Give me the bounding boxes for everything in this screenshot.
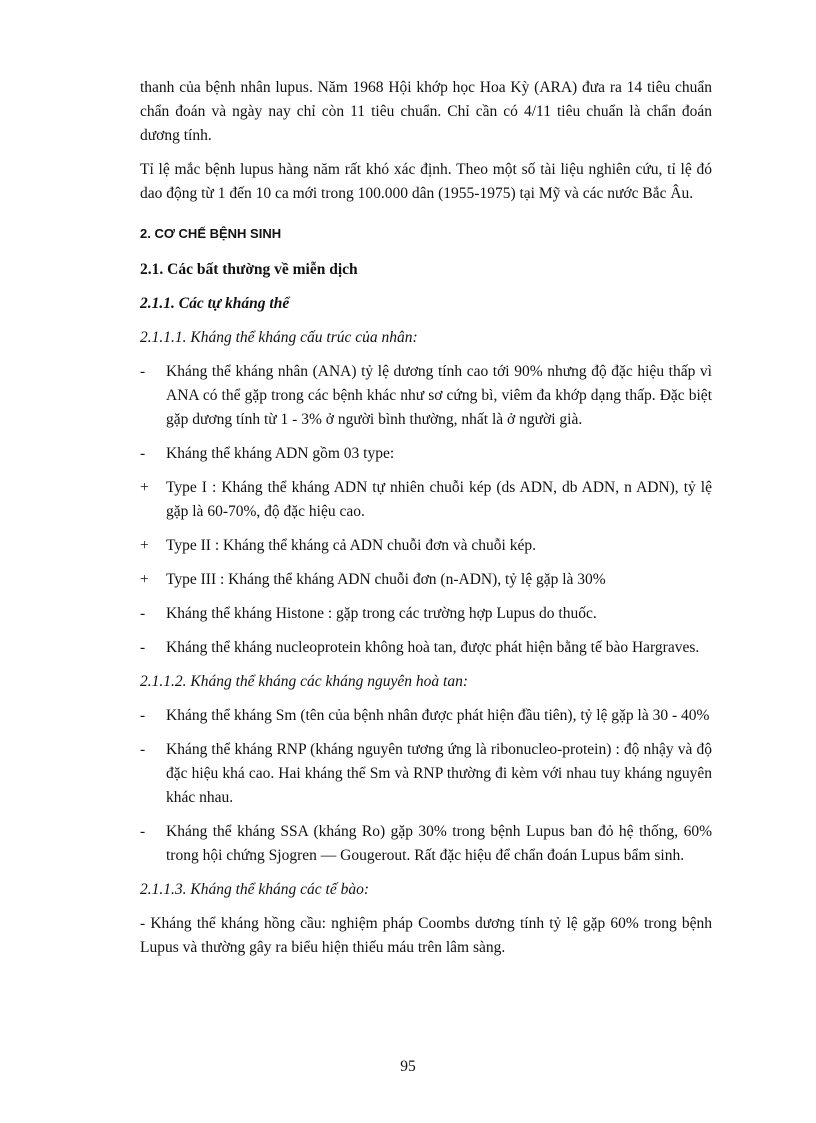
- paragraph-incidence: Tỉ lệ mắc bệnh lupus hàng năm rất khó xác định. Theo một số tài liệu nghiên cứu, tỉ lệ đó dao động từ 1 đến 10 ca mới trong 100.000 dân (1955-1975) tại Mỹ và các nước Bắc Âu.: [140, 161, 712, 202]
- list-soluble-antigens: [140, 704, 712, 868]
- section-heading-2: 2. CƠ CHẾ BỆNH SINH: [140, 226, 282, 241]
- list-item: - Kháng thể kháng nucleoprotein không hoà tan, được phát hiện bằng tế bào Hargraves.: [140, 639, 700, 656]
- list-item: + Type III : Kháng thể kháng ADN chuỗi đơn (n-ADN), tỷ lệ gặp là 30%: [140, 571, 606, 588]
- section-heading-2-1-1-3: 2.1.1.3. Kháng thể kháng các tế bào:: [140, 881, 370, 898]
- list-item: - Kháng thể kháng nhân (ANA) tỷ lệ dương tính cao tới 90% nhưng độ đặc hiệu thấp vì ANA có thể gặp trong các bệnh khác như sơ cứng bì, viêm đa khớp dạng thấp. Đặc biệt gặp dương tính từ 1 - 3% ở người bình thường, nhất là ở người già.: [140, 363, 712, 428]
- page-number: 95: [400, 1058, 416, 1075]
- list-nuclear-antibodies: [140, 360, 712, 660]
- list-item: - Kháng thể kháng RNP (kháng nguyên tương ứng là ribonucleo-protein) : độ nhậy và độ đặc hiệu khá cao. Hai kháng thể Sm và RNP thường đi kèm với nhau tuy kháng nguyên khác nhau.: [140, 741, 712, 806]
- paragraph-intro: thanh của bệnh nhân lupus. Năm 1968 Hội khớp học Hoa Kỳ (ARA) đưa ra 14 tiêu chuẩn chẩn đoán và ngày nay chỉ còn 11 tiêu chuẩn. Chỉ cần có 4/11 tiêu chuẩn là chẩn đoán dương tính.: [140, 79, 712, 144]
- section-heading-2-1-1: 2.1.1. Các tự kháng thể: [140, 295, 290, 312]
- list-item: + Type I : Kháng thể kháng ADN tự nhiên chuỗi kép (ds ADN, db ADN, n ADN), tỷ lệ gặp là 60-70%, độ đặc hiệu cao.: [140, 479, 712, 520]
- document-page: [140, 76, 712, 970]
- section-heading-2-1: 2.1. Các bất thường về miễn dịch: [140, 261, 358, 278]
- section-heading-2-1-1-2: 2.1.1.2. Kháng thể kháng các kháng nguyên hoà tan:: [140, 673, 469, 690]
- list-item: - Kháng thể kháng Histone : gặp trong các trường hợp Lupus do thuốc.: [140, 605, 597, 622]
- section-heading-2-1-1-1: 2.1.1.1. Kháng thể kháng cấu trúc của nhân:: [140, 329, 418, 346]
- list-item: + Type II : Kháng thể kháng cả ADN chuỗi đơn và chuỗi kép.: [140, 537, 536, 554]
- list-item: - Kháng thể kháng SSA (kháng Ro) gặp 30% trong bệnh Lupus ban đỏ hệ thống, 60% trong hội chứng Sjogren — Gougerout. Rất đặc hiệu để chẩn đoán Lupus bẩm sinh.: [140, 823, 712, 864]
- list-item: - Kháng thể kháng ADN gồm 03 type:: [140, 445, 395, 462]
- list-item: - Kháng thể kháng Sm (tên của bệnh nhân được phát hiện đầu tiên), tỷ lệ gặp là 30 - 40%: [140, 707, 710, 724]
- paragraph-red-cell-antibodies: - Kháng thể kháng hồng cầu: nghiệm pháp Coombs dương tính tỷ lệ gặp 60% trong bệnh Lupus và thường gây ra biểu hiện thiếu máu trên lâm sàng.: [140, 915, 712, 956]
